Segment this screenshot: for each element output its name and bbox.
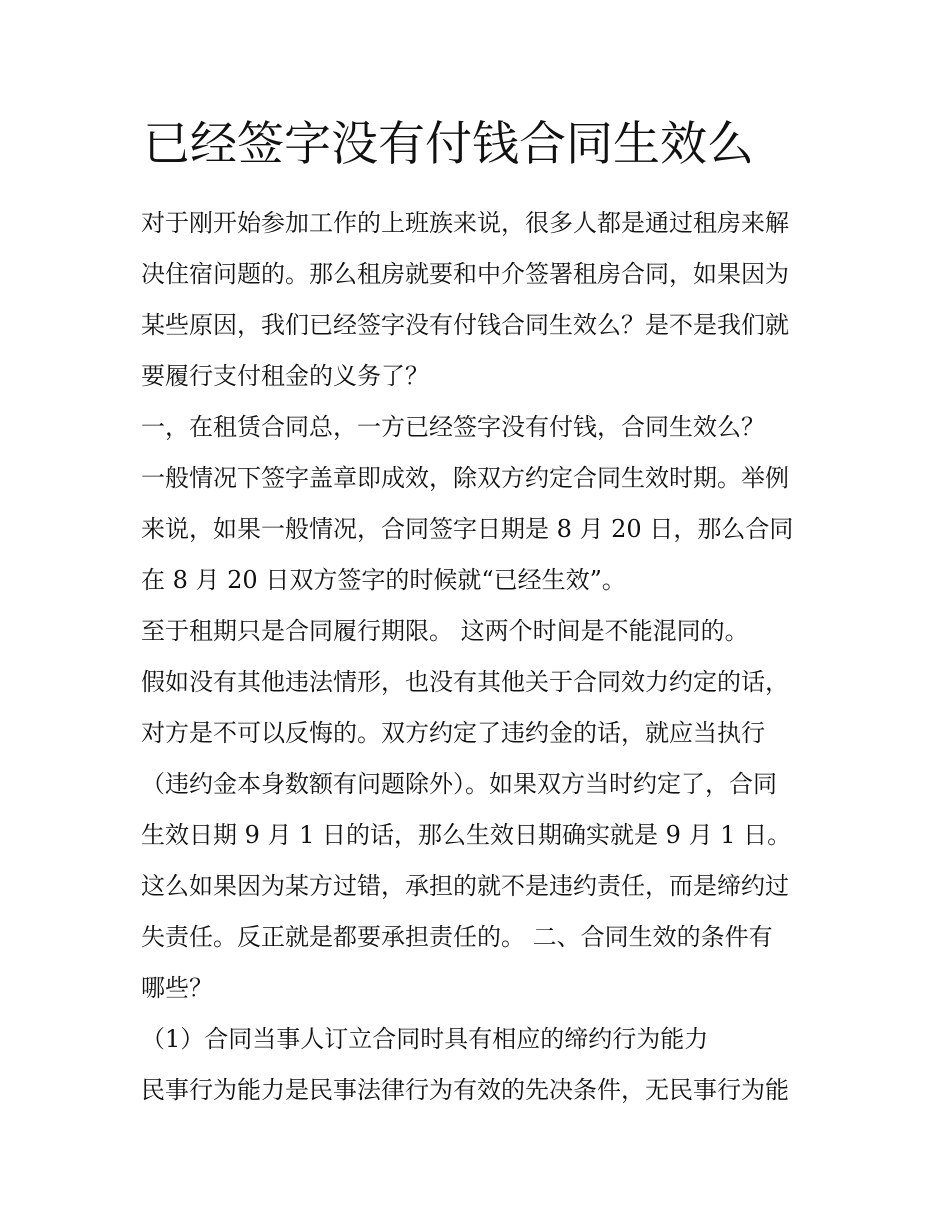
body-line-15: 失责任。反正就是都要承担责任的。 二、合同生效的条件有 xyxy=(141,923,773,951)
body-line-17: （1）合同当事人订立合同时具有相应的缔约行为能力 xyxy=(141,1025,709,1053)
document-title: 已经签字没有付钱合同生效么 xyxy=(143,117,754,172)
body-line-3: 某些原因，我们已经签字没有付钱合同生效么？是不是我们就 xyxy=(141,311,789,339)
body-line-1: 对于刚开始参加工作的上班族来说，很多人都是通过租房来解 xyxy=(141,209,789,237)
body-line-18: 民事行为能力是民事法律行为有效的先决条件，无民事行为能 xyxy=(141,1076,789,1104)
body-line-14: 这么如果因为某方过错，承担的就不是违约责任，而是缔约过 xyxy=(141,872,789,900)
body-line-6: 一般情况下签字盖章即成效，除双方约定合同生效时期。举例 xyxy=(141,464,789,492)
body-line-2: 决住宿问题的。那么租房就要和中介签署租房合同，如果因为 xyxy=(141,260,789,288)
body-line-12: （违约金本身数额有问题除外）。如果双方当时约定了，合同 xyxy=(141,770,777,798)
body-line-13: 生效日期 9 月 1 日的话，那么生效日期确实就是 9 月 1 日。 xyxy=(141,821,792,849)
body-line-5: 一，在租赁合同总，一方已经签字没有付钱，合同生效么？ xyxy=(141,413,765,441)
body-line-7: 来说，如果一般情况，合同签字日期是 8 月 20 日，那么合同 xyxy=(141,515,794,543)
body-line-10: 假如没有其他违法情形，也没有其他关于合同效力约定的话， xyxy=(141,668,789,696)
body-line-11: 对方是不可以反悔的。双方约定了违约金的话，就应当执行 xyxy=(141,719,765,747)
body-line-4: 要履行支付租金的义务了？ xyxy=(141,362,429,390)
body-line-16: 哪些？ xyxy=(141,974,213,1002)
body-line-8: 在 8 月 20 日双方签字的时候就“已经生效”。 xyxy=(141,566,626,594)
document-body xyxy=(141,198,817,1116)
body-line-9: 至于租期只是合同履行期限。 这两个时间是不能混同的。 xyxy=(141,617,749,645)
